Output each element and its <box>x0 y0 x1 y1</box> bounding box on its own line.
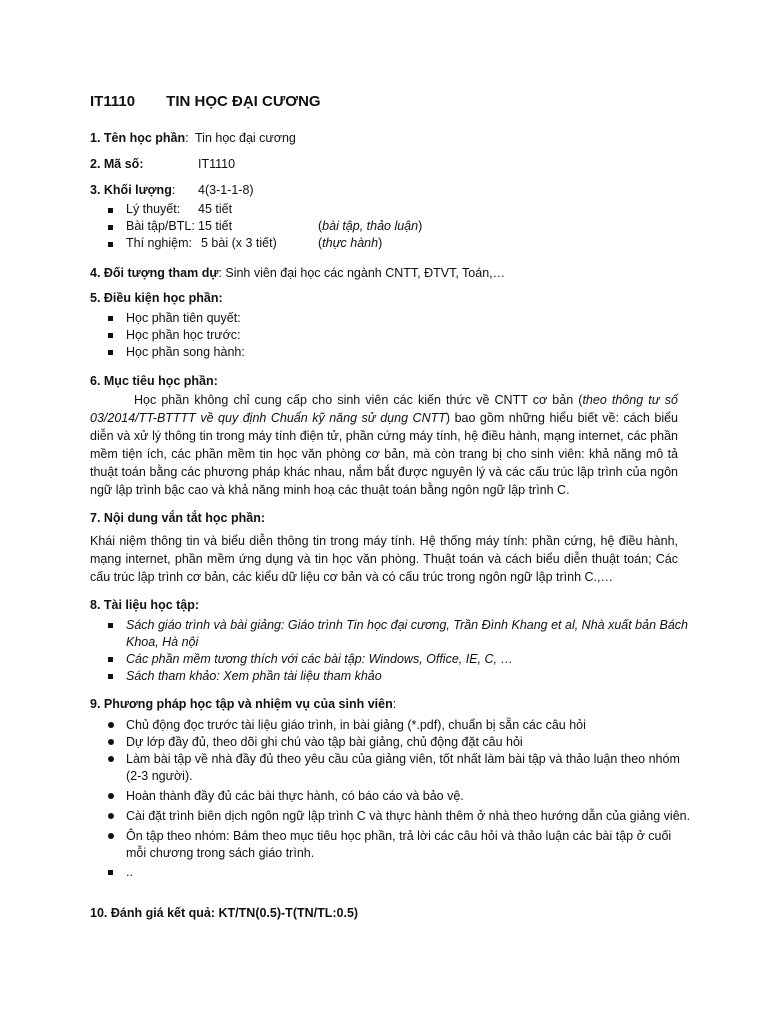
list-item: Học phần tiên quyết: <box>108 310 693 327</box>
bullet-icon <box>108 739 114 745</box>
summary-paragraph: Khái niệm thông tin và biểu diễn thông tin trong máy tính. Hệ thống máy tính: phần cứng, hệ điều hành, mạng internet, phần mềm ứng dụng và tin học văn phòng. Thuật toán và cách biểu diễn thuật toán; Các cấu trúc lập trình cơ bản, các kiểu dữ liệu cơ bản và có cấu trúc trong ngôn ngữ lập trình C.,… <box>90 534 678 584</box>
course-code: IT1110 <box>90 93 136 110</box>
section-course-code <box>90 157 236 171</box>
list-item: Sách tham khảo: Xem phần tài liệu tham khảo <box>108 668 693 685</box>
list-item: Chủ động đọc trước tài liệu giáo trình, in bài giảng (*.pdf), chuẩn bị sẵn các câu hỏi <box>108 717 693 734</box>
list-item: Làm bài tập về nhà đầy đủ theo yêu cầu của giảng viên, tốt nhất làm bài tập và thảo luận theo nhóm (2-3 người). <box>108 751 693 785</box>
section-materials <box>90 598 199 612</box>
section-value: KT/TN(0.5)-T(TN/TL:0.5) <box>218 906 359 920</box>
course-title <box>90 93 321 110</box>
list-item: Cài đặt trình biên dịch ngôn ngữ lập trình C và thực hành thêm ở nhà theo hướng dẫn của giảng viên. <box>108 808 693 825</box>
section-study-method: 9. Phương pháp học tập và nhiệm vụ của sinh viên: <box>90 697 397 711</box>
section-label: 2. Mã số: <box>90 157 144 171</box>
section-label: 10. Đánh giá kết quả: <box>90 906 216 920</box>
bullet-icon <box>108 657 113 662</box>
prerequisite-list <box>108 310 693 361</box>
bullet-icon <box>108 870 113 875</box>
list-item: Bài tập/BTL: 15 tiết (bài tập, thảo luận) <box>108 219 693 236</box>
section-label: 5. Điều kiện học phần: <box>90 291 223 305</box>
section-summary <box>90 511 265 525</box>
section-label: 9. Phương pháp học tập và nhiệm vụ của sinh viên <box>90 697 393 711</box>
bullet-icon <box>108 225 113 230</box>
section-prerequisites <box>90 291 223 305</box>
list-item: Các phần mềm tương thích với các bài tập: Windows, Office, IE, C, … <box>108 651 693 668</box>
section-label: 4. Đối tượng tham dự <box>90 266 219 280</box>
bullet-icon <box>108 208 113 213</box>
list-item: Học phần song hành: <box>108 344 693 361</box>
section-value: Tin học đại cương <box>195 131 296 145</box>
list-item: Ôn tập theo nhóm: Bám theo mục tiêu học phần, trả lời các câu hỏi và thảo luận các bài tập ở cuối mỗi chương trong sách giáo trình. <box>108 828 693 862</box>
bullet-icon <box>108 722 114 728</box>
section-value: Sinh viên đại học các ngành CNTT, ĐTVT, Toán,… <box>225 266 506 280</box>
list-item: Hoàn thành đầy đủ các bài thực hành, có báo cáo và bảo vệ. <box>108 788 693 805</box>
section-label: 6. Mục tiêu học phần: <box>90 374 218 388</box>
bullet-icon <box>108 793 114 799</box>
objectives-paragraph: Học phần không chỉ cung cấp cho sinh viên các kiến thức về CNTT cơ bản (theo thông tư số 03/2014/TT-BTTTT về quy định Chuẩn kỹ năng sử dụng CNTT) bao gồm những hiểu biết về: cách biểu diễn và xử lý thông tin trong máy tính điện tử, phần cứng máy tính, hệ điều hành, mạng internet, các phần mềm tiện ích, các phần mềm tin học văn phòng cơ bản, mà còn trang bị cho sinh viên: khả năng mô tả thuật toán bằng các phương pháp khác nhau, nắm bắt được nguyên lý và các cấu trúc lập trình của ngôn ngữ lập trình bậc cao và khả năng minh hoạ các thuật toán bằng ngôn ngữ lập trình C. <box>90 393 679 497</box>
list-item: Lý thuyết: 45 tiết <box>108 202 693 219</box>
materials-list <box>108 617 693 685</box>
section-label: 1. Tên học phần <box>90 131 186 145</box>
section-audience: 4. Đối tượng tham dự: Sinh viên đại học các ngành CNTT, ĐTVT, Toán,… <box>90 266 506 280</box>
bullet-icon <box>108 623 113 628</box>
bullet-icon <box>108 316 113 321</box>
section-workload: 3. Khối lượng: 4(3-1-1-8) <box>90 183 254 197</box>
list-item: Sách giáo trình và bài giảng: Giáo trình Tin học đại cương, Trần Đình Khang et al, Nhà xuất bản Bách Khoa, Hà nội <box>108 617 693 651</box>
section-course-name: 1. Tên học phần: Tin học đại cương <box>90 131 296 145</box>
list-item: Thí nghiệm: 5 bài (x 3 tiết) (thực hành) <box>108 236 693 253</box>
section-label: 7. Nội dung vắn tắt học phần: <box>90 511 265 525</box>
section-value: 4(3-1-1-8) <box>198 183 254 197</box>
bullet-icon <box>108 674 113 679</box>
bullet-icon <box>108 756 114 762</box>
list-item: Dự lớp đầy đủ, theo dõi ghi chú vào tập bài giảng, chủ động đặt câu hỏi <box>108 734 693 751</box>
bullet-icon <box>108 350 113 355</box>
course-name: TIN HỌC ĐẠI CƯƠNG <box>166 93 321 110</box>
section-objectives <box>90 374 218 388</box>
study-method-list <box>108 717 693 881</box>
bullet-icon <box>108 333 113 338</box>
section-label: 3. Khối lượng <box>90 183 172 197</box>
bullet-icon <box>108 813 114 819</box>
section-label: 8. Tài liệu học tập: <box>90 598 200 612</box>
bullet-icon <box>108 833 114 839</box>
bullet-icon <box>108 242 113 247</box>
section-value: IT1110 <box>198 157 236 171</box>
list-item: .. <box>108 864 693 881</box>
list-item: Học phần học trước: <box>108 327 693 344</box>
section-assessment <box>90 906 358 920</box>
workload-list <box>108 202 693 253</box>
